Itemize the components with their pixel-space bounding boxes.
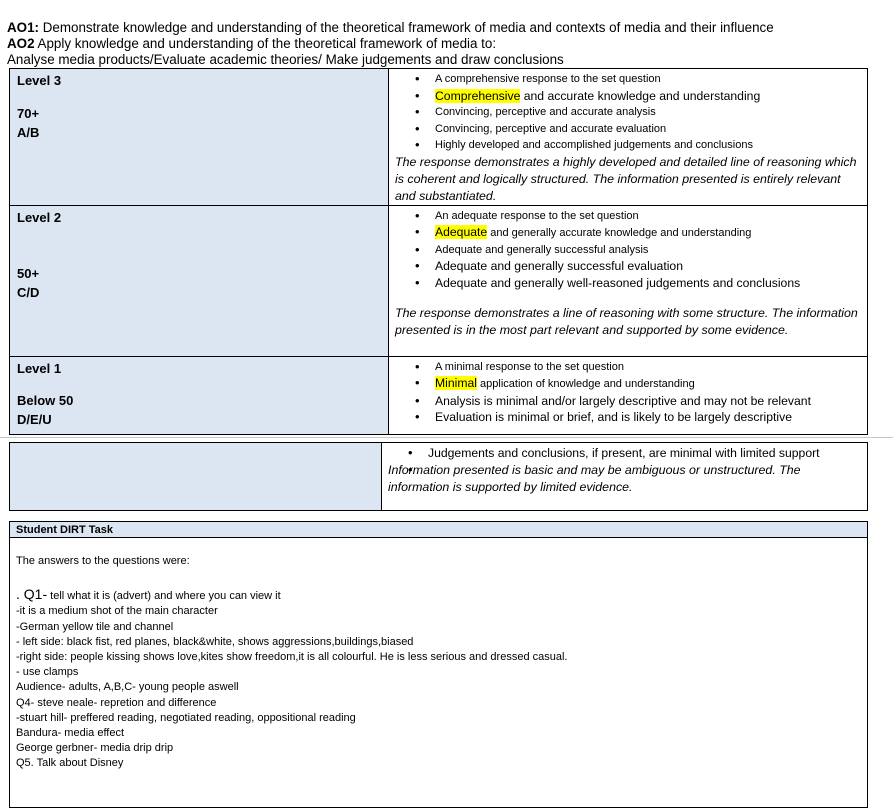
list-item — [435, 375, 867, 393]
list-item-text: and accurate knowledge and understanding — [520, 88, 761, 103]
level-1-continued-descriptors — [382, 443, 868, 511]
list-item: • Convincing, perceptive and accurate evaluation — [435, 121, 867, 138]
ao1-heading — [7, 20, 774, 36]
dirt-line: Q5. Talk about Disney — [16, 757, 124, 770]
list-item: • Judgements and conclusions, if present, are minimal with limited support — [428, 445, 867, 462]
list-item: • Evaluation is minimal or brief, and is likely to be largely descriptive — [435, 409, 867, 426]
ao2-text: Apply knowledge and understanding of the theoretical framework of media to: — [34, 36, 497, 51]
list-item: • A comprehensive response to the set question — [435, 71, 867, 88]
dirt-line: Q4- steve neale- repretion and difference — [16, 696, 217, 709]
ao2-label: AO2 — [7, 36, 35, 51]
highlighted-word: Minimal — [435, 376, 477, 390]
list-item — [435, 224, 867, 242]
level-grades: D/E/U — [17, 411, 52, 427]
mark-scheme-table — [9, 68, 868, 435]
level-summary: The response demonstrates a highly developed and detailed line of reasoning which is coherent and logically structured. The information presented is entirely relevant and substantiated. — [395, 154, 857, 203]
list-item-text: application of knowledge and understanding — [476, 378, 695, 390]
level-3-bullets — [395, 71, 867, 154]
dirt-line: -right side: people kissing shows love,kites show freedom,it is all colourful. He is less serious and dressed casual. — [16, 651, 568, 664]
level-summary: The response demonstrates a line of reasoning with some structure. The information presented is in the most part relevant and supported by some evidence. — [395, 306, 858, 337]
list-item: • Convincing, perceptive and accurate analysis — [435, 104, 867, 121]
dirt-q1-line — [16, 587, 867, 604]
dirt-task-body[interactable] — [9, 538, 868, 808]
level-1-continued-cell — [10, 443, 382, 511]
list-item: • Highly developed and accomplished judgements and conclusions — [435, 137, 867, 154]
level-score: 50+ — [17, 265, 40, 281]
level-3-cell — [10, 69, 389, 206]
page-break-line — [0, 437, 893, 438]
level-title: Level 3 — [17, 73, 62, 88]
mark-scheme-table-continued — [9, 442, 868, 511]
level-3-row — [10, 69, 868, 206]
level-2-bullets — [395, 208, 867, 292]
list-item: • A minimal response to the set question — [435, 359, 867, 376]
level-score: 70+ — [17, 106, 40, 121]
list-item: • Adequate and generally well-reasoned judgements and conclusions — [435, 275, 867, 292]
level-1-continued-bullets — [388, 445, 867, 462]
level-2-row — [10, 205, 868, 356]
level-score: Below 50 — [17, 392, 74, 408]
list-item — [435, 88, 867, 105]
level-2-cell — [10, 205, 389, 356]
level-title: Level 1 — [17, 360, 62, 376]
dirt-line: - left side: black fist, red planes, black&white, shows aggressions,buildings,biased — [16, 635, 414, 648]
q1-text: tell what it is (advert) and where you can view it — [47, 590, 281, 603]
level-1-descriptors — [389, 356, 868, 434]
dirt-line: -stuart hill- preffered reading, negotiated reading, oppositional reading — [16, 711, 356, 724]
level-1-row — [10, 356, 868, 434]
level-grades: C/D — [17, 284, 40, 300]
level-1-continued-row — [10, 443, 868, 511]
level-1-cell — [10, 356, 389, 434]
dirt-line: - use clamps — [16, 666, 79, 679]
highlighted-word: Comprehensive — [435, 88, 521, 103]
highlighted-word: Adequate — [435, 225, 488, 239]
dirt-task-heading: Student DIRT Task — [9, 521, 868, 538]
list-item-text: and generally accurate knowledge and understanding — [487, 227, 752, 239]
dirt-line: Audience- adults, A,B,C- young people aswell — [16, 681, 239, 694]
dirt-line: Bandura- media effect — [16, 727, 125, 740]
dirt-intro: The answers to the questions were: — [16, 555, 190, 567]
dirt-line: George gerbner- media drip drip — [16, 742, 174, 755]
ao2-heading — [7, 36, 496, 52]
level-grades: A/B — [17, 125, 40, 140]
ao2-subheading: Analyse media products/Evaluate academic theories/ Make judgements and draw conclusions — [7, 52, 564, 67]
list-item: • Adequate and generally successful analysis — [435, 242, 867, 259]
level-1-bullets — [395, 359, 867, 426]
level-2-descriptors — [389, 205, 868, 356]
ao1-text: Demonstrate knowledge and understanding of the theoretical framework of media and contexts of media and their influence — [39, 20, 774, 35]
level-title: Level 2 — [17, 209, 62, 225]
list-item: • An adequate response to the set question — [435, 208, 867, 225]
dirt-line: -German yellow tile and channel — [16, 620, 174, 633]
level-summary: Information presented is basic and may be ambiguous or unstructured. The information is supported by limited evidence. — [388, 462, 801, 494]
dirt-line: -it is a medium shot of the main character — [16, 605, 218, 618]
level-3-descriptors — [389, 69, 868, 206]
ao1-label: AO1: — [7, 20, 39, 35]
list-item: • Adequate and generally successful evaluation — [435, 258, 867, 275]
list-item: • Analysis is minimal and/or largely descriptive and may not be relevant — [435, 393, 867, 410]
q1-prefix: . Q1- — [16, 586, 48, 603]
